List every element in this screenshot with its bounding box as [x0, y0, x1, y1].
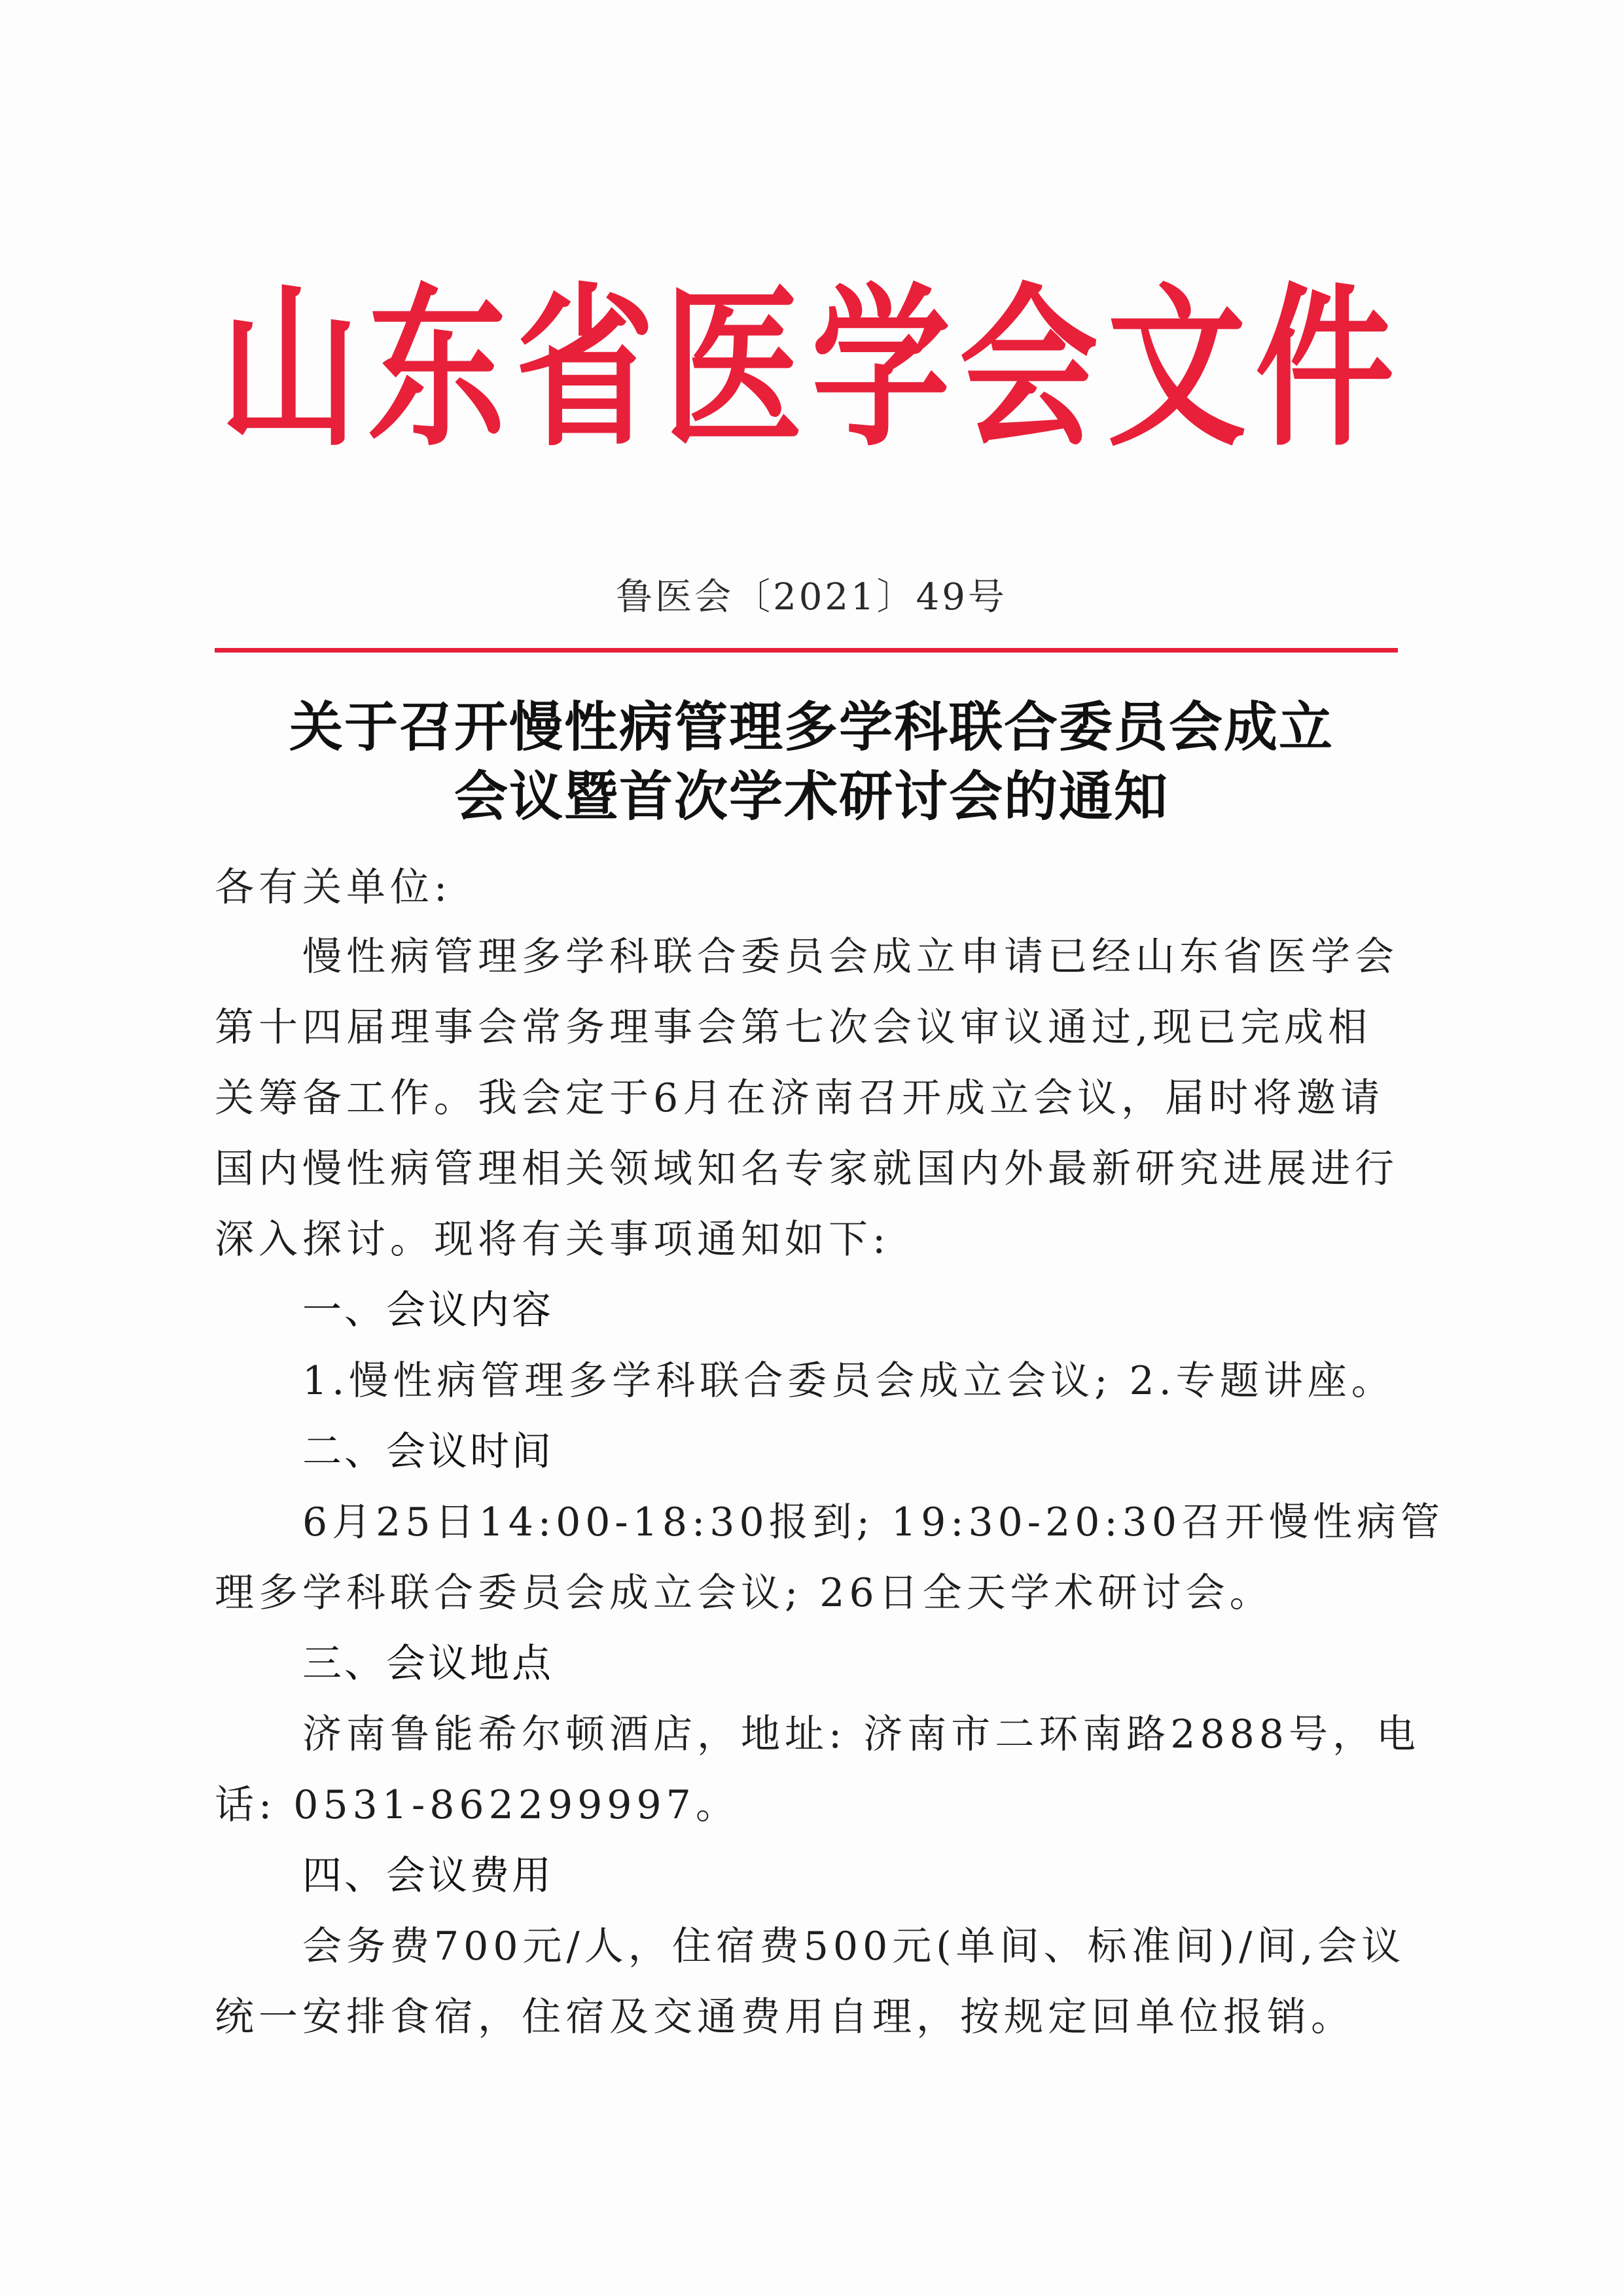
- intro-line-2: 第十四届理事会常务理事会第七次会议审议通过,现已完成相: [215, 1005, 1372, 1050]
- section-fees-line-1: 会务费700元/人，住宿费500元(单间、标准间)/间,会议: [302, 1924, 1406, 1969]
- salutation: 各有关单位:: [215, 865, 452, 910]
- section-heading-fees: 四、会议费用: [302, 1853, 554, 1899]
- section-venue-line-1: 济南鲁能希尔顿酒店，地址: 济南市二环南路2888号，电: [302, 1712, 1420, 1757]
- section-content-line-1: 1.慢性病管理多学科联合委员会成立会议; 2.专题讲座。: [302, 1358, 1395, 1404]
- section-fees-line-2: 统一安排食宿，住宿及交通费用自理，按规定回单位报销。: [215, 1994, 1355, 2040]
- section-time-line-1: 6月25日14:00-18:30报到; 19:30-20:30召开慢性病管: [302, 1499, 1444, 1545]
- section-venue-line-2: 话: 0531-862299997。: [215, 1782, 740, 1828]
- intro-line-5: 深入探讨。现将有关事项通知如下:: [215, 1217, 891, 1263]
- section-heading-time: 二、会议时间: [302, 1429, 554, 1475]
- intro-line-1: 慢性病管理多学科联合委员会成立申请已经山东省医学会: [302, 934, 1399, 980]
- notice-title-line-2: 会议暨首次学术研讨会的通知: [454, 766, 1169, 828]
- intro-line-4: 国内慢性病管理相关领域知名专家就国内外最新研究进展进行: [215, 1146, 1399, 1192]
- section-heading-content: 一、会议内容: [302, 1287, 554, 1333]
- notice-title-line-1: 关于召开慢性病管理多学科联合委员会成立: [289, 696, 1334, 759]
- section-heading-venue: 三、会议地点: [302, 1641, 554, 1687]
- org-header-title: 山东省医学会文件: [220, 265, 1403, 469]
- section-time-line-2: 理多学科联合委员会成立会议; 26日全天学术研讨会。: [215, 1570, 1274, 1616]
- red-divider-line: [215, 648, 1398, 653]
- document-number: 鲁医会〔2021〕49号: [616, 576, 1007, 619]
- intro-line-3: 关筹备工作。我会定于6月在济南召开成立会议，届时将邀请: [215, 1075, 1385, 1121]
